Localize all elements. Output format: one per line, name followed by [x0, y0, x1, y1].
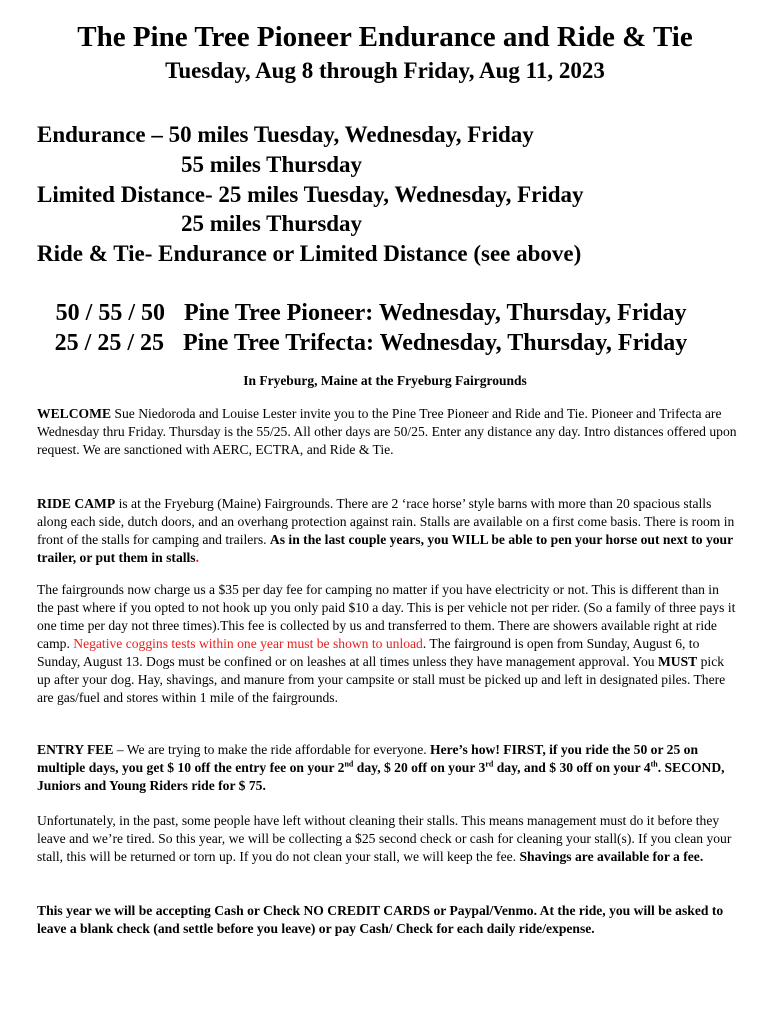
ordinal-th: th	[650, 759, 658, 769]
stalls-paragraph	[37, 812, 737, 866]
ride-camp-text: is at the Fryeburg (Maine) Fairgrounds. There are 2 ‘race horse’ style barns with more than 20 spacious stalls along each side, dutch doors, and an overhang protection against rain. Stalls are available on a first come basis. There is room in front of the stalls for camping and trailers.	[37, 496, 735, 547]
entry-fee-text: – We are trying to make the ride affordable for everyone.	[113, 742, 431, 757]
fees-paragraph	[37, 581, 737, 707]
discount-part-3: day, and $ 30 off on your 4	[493, 760, 651, 775]
event-dates: Tuesday, Aug 8 through Friday, Aug 11, 2023	[165, 58, 605, 83]
ordinal-rd: rd	[485, 759, 494, 769]
distance-limited: Limited Distance- 25 miles Tuesday, Wednesday, Friday	[37, 182, 584, 207]
distance-ride-and-tie: Ride & Tie- Endurance or Limited Distance (see above)	[37, 241, 582, 266]
ordinal-nd: nd	[344, 759, 354, 769]
page-title: The Pine Tree Pioneer Endurance and Ride & Tie	[77, 21, 693, 53]
welcome-paragraph	[37, 405, 737, 459]
location-line: In Fryeburg, Maine at the Fryeburg Fairgrounds	[243, 373, 527, 388]
discount-part-4: . SECOND, Juniors and Young Riders ride for $ 75.	[37, 760, 725, 793]
ride-camp-paragraph	[37, 495, 737, 567]
series-pioneer-numbers: 50 / 55 / 50	[55, 300, 165, 326]
ride-camp-red-period: .	[195, 550, 199, 565]
series-pioneer-name: Pine Tree Pioneer: Wednesday, Thursday, Friday	[184, 300, 687, 326]
entry-fee-heading: ENTRY FEE	[37, 742, 114, 757]
payment-paragraph: This year we will be accepting Cash or Check NO CREDIT CARDS or Paypal/Venmo. At the ride, you will be asked to leave a blank check (and settle before you leave) or pay Cash/ Check for each daily ride/expense.	[37, 903, 724, 936]
ride-camp-pen-note: As in the last couple years, you WILL be able to pen your horse out next to your trailer, or put them in stalls	[37, 532, 733, 565]
series-trifecta-name: Pine Tree Trifecta: Wednesday, Thursday, Friday	[183, 330, 688, 356]
distance-limited-thursday: 25 miles Thursday	[181, 211, 363, 236]
must-emphasis: MUST	[657, 654, 698, 669]
distance-endurance: Endurance – 50 miles Tuesday, Wednesday, Friday	[37, 122, 534, 147]
series-trifecta-numbers: 25 / 25 / 25	[54, 330, 164, 356]
welcome-text: Sue Niedoroda and Louise Lester invite you to the Pine Tree Pioneer and Ride and Tie. Pioneer and Trifecta are Wednesday thru Friday. Thursday is the 55/25. All other days are 50/25. Enter any distance any day. Intro distances offered upon request. We are sanctioned with AERC, ECTRA, and Ride & Tie.	[37, 406, 737, 457]
ride-camp-heading: RIDE CAMP	[37, 496, 116, 511]
welcome-heading: WELCOME	[37, 406, 112, 421]
fees-text-3: pick up after your dog. Hay, shavings, and manure from your campsite or stall must be picked up and left in designated piles. There are gas/fuel and stores within 1 mile of the fairgrounds.	[37, 654, 726, 705]
shavings-note: Shavings are available for a fee.	[519, 849, 704, 864]
stalls-text: Unfortunately, in the past, some people have left without cleaning their stalls. This means management must do it before they leave and we’re tired. So this year, we will be collecting a $25 second check or cash for cleaning your stall(s). If you clean your stall, this will be returned or torn up. If you do not clean your stall, we will keep the fee.	[37, 813, 732, 864]
discount-part-2: day, $ 20 off on your 3	[353, 760, 486, 775]
entry-fee-paragraph	[37, 741, 737, 795]
discount-part-1: Here’s how! FIRST, if you ride the 50 or 25 on multiple days, you get $ 10 off the entry fee on your 2	[37, 742, 699, 775]
distance-endurance-thursday: 55 miles Thursday	[181, 152, 363, 177]
coggins-notice: Negative coggins tests within one year must be shown to unload	[73, 636, 423, 651]
fees-text-2: . The fairground is open from Sunday, August 6, to Sunday, August 13. Dogs must be confined or on leashes at all times unless they have management approval. You	[37, 636, 700, 669]
fees-text-1: The fairgrounds now charge us a $35 per day fee for camping no matter if you have electricity or not. This is different than in the past where if you opted to not hook up you only paid $10 a day. This is per vehicle not per rider. (So a family of three pays it one time per day not three times).This fee is collected by us and transferred to them. There are showers available right at ride camp.	[37, 582, 736, 651]
